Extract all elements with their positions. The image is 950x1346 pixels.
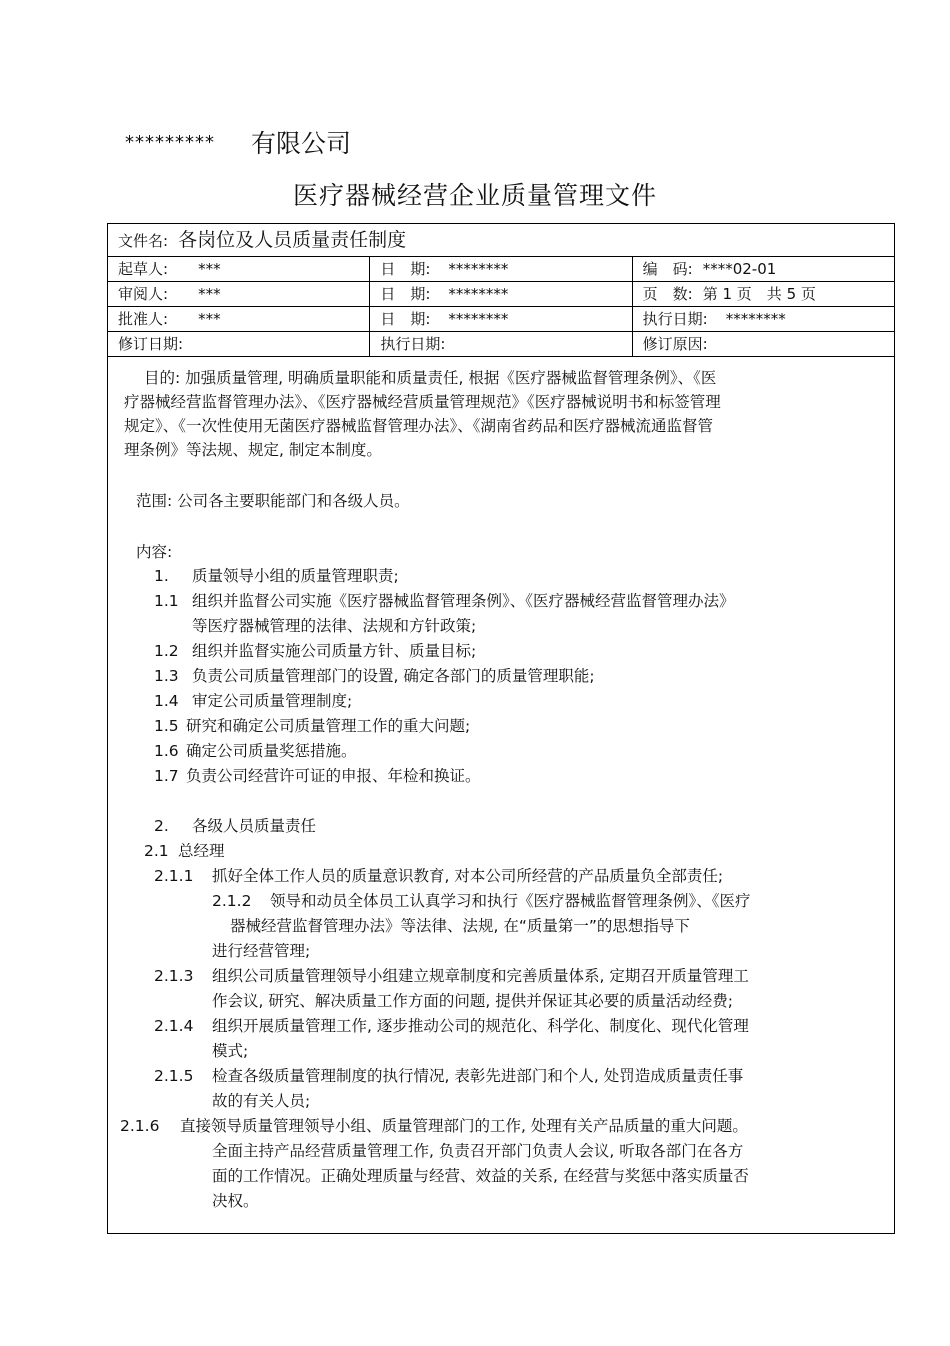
purpose-line-4: 理条例》等法规、规定, 制定本制度。: [124, 441, 382, 459]
item-2-1-4-text-b: 模式;: [212, 1042, 249, 1060]
item-2-1-6-text-c: 面的工作情况。正确处理质量与经营、效益的关系, 在经营与奖惩中落实质量否: [212, 1167, 749, 1185]
date-cell-3: [370, 307, 632, 332]
file-name-label: 文件名:: [118, 231, 169, 250]
item-2-text: 各级人员质量责任: [192, 817, 317, 835]
date-label-1: 日 期:: [380, 260, 431, 278]
code-label: 编 码:: [642, 260, 693, 278]
item-2-1-5-text-a: 检查各级质量管理制度的执行情况, 表彰先进部门和个人, 处罚造成质量责任事: [212, 1067, 744, 1085]
meta-row-revision: [108, 332, 895, 357]
item-2-1-3-text-b: 作会议, 研究、解决质量工作方面的问题, 提供并保证其必要的质量活动经费;: [212, 992, 733, 1010]
drafter-label: 起草人:: [118, 260, 169, 278]
pages-value: 第 1 页 共 5 页: [702, 285, 816, 303]
date-value-1: ********: [448, 260, 509, 278]
meta-row-reviewer: [108, 282, 895, 307]
pages-cell: [632, 282, 894, 307]
item-1-3-number: 1.3: [154, 667, 179, 685]
item-1-4-number: 1.4: [154, 692, 179, 710]
item-1-1-text-b: 等医疗器械管理的法律、法规和方针政策;: [192, 617, 477, 635]
item-2-1-5-number: 2.1.5: [154, 1067, 194, 1085]
approver-value: ***: [198, 310, 221, 328]
file-name-value: 各岗位及人员质量责任制度: [178, 228, 407, 251]
approver-cell: [108, 307, 370, 332]
item-1-5-number: 1.5: [154, 717, 179, 735]
item-2-1-2-text-a: 领导和动员全体员工认真学习和执行《医疗器械监督管理条例》、《医疗: [270, 892, 751, 910]
item-2-1-2-text-b: 器械经营监督管理办法》等法律、法规, 在“质量第一”的思想指导下: [230, 917, 690, 935]
item-1-number: 1.: [154, 567, 169, 585]
date-value-2: ********: [448, 285, 509, 303]
item-2-1-3-number: 2.1.3: [154, 967, 194, 985]
document-title: 医疗器械经营企业质量管理文件: [292, 181, 657, 210]
exec-date-cell: [632, 307, 894, 332]
item-1-6-number: 1.6: [154, 742, 179, 760]
item-2-1-2-number: 2.1.2: [212, 892, 252, 910]
purpose-line-2: 疗器械经营监督管理办法》、《医疗器械经营质量管理规范》《医疗器械说明书和标签管理: [124, 393, 721, 411]
meta-row-file-name: [108, 224, 895, 257]
purpose-line-1: 目的: 加强质量管理, 明确质量职能和质量责任, 根据《医疗器械监督管理条例》、《医: [144, 369, 717, 387]
date-cell-2: [370, 282, 632, 307]
item-1-1-number: 1.1: [154, 592, 179, 610]
meta-row-approver: [108, 307, 895, 332]
drafter-value: ***: [198, 260, 221, 278]
item-2-1-text: 总经理: [178, 842, 225, 860]
item-1-3-text: 负责公司质量管理部门的设置, 确定各部门的质量管理职能;: [192, 667, 595, 685]
revise-date-label: 修订日期:: [118, 335, 184, 353]
approver-label: 批准人:: [118, 310, 169, 328]
scope-line: 范围: 公司各主要职能部门和各级人员。: [136, 492, 410, 510]
item-2-1-6-number: 2.1.6: [120, 1117, 160, 1135]
item-2-1-1-number: 2.1.1: [154, 867, 194, 885]
item-1-4-text: 审定公司质量管理制度;: [192, 692, 353, 710]
pages-label: 页 数:: [642, 285, 693, 303]
item-1-5-text: 研究和确定公司质量管理工作的重大问题;: [186, 717, 471, 735]
file-name-cell: [108, 224, 895, 257]
item-1-2-text: 组织并监督实施公司质量方针、质量目标;: [192, 642, 477, 660]
item-2-1-1-text: 抓好全体工作人员的质量意识教育, 对本公司所经营的产品质量负全部责任;: [212, 867, 724, 885]
item-2-1-2-text-c: 进行经营管理;: [212, 942, 311, 960]
item-2-1-number: 2.1: [144, 842, 169, 860]
item-2-1-4-number: 2.1.4: [154, 1017, 194, 1035]
exec-date2-label: 执行日期:: [380, 335, 446, 353]
drafter-cell: [108, 257, 370, 282]
company-stars: *********: [125, 132, 215, 153]
exec-date-value: ********: [725, 310, 786, 328]
reviewer-value: ***: [198, 285, 221, 303]
date-cell-1: [370, 257, 632, 282]
item-2-1-4-text-a: 组织开展质量管理工作, 逐步推动公司的规范化、科学化、制度化、现代化管理: [212, 1017, 749, 1035]
item-2-1-6-text-d: 决权。: [212, 1192, 259, 1210]
code-cell: [632, 257, 894, 282]
company-name: 有限公司: [251, 129, 352, 158]
item-2-1-6-text-a: 直接领导质量管理领导小组、质量管理部门的工作, 处理有关产品质量的重大问题。: [180, 1117, 748, 1135]
company-header: [125, 124, 351, 160]
meta-row-drafter: [108, 257, 895, 282]
item-2-1-6-text-b: 全面主持产品经营质量管理工作, 负责召开部门负责人会议, 听取各部门在各方: [212, 1142, 744, 1160]
code-value: ****02-01: [702, 260, 777, 278]
document-meta-table: [107, 223, 895, 357]
item-1-2-number: 1.2: [154, 642, 179, 660]
exec-date-label: 执行日期:: [642, 310, 708, 328]
item-2-number: 2.: [154, 817, 169, 835]
exec-date2-cell: [370, 332, 632, 357]
item-1-7-number: 1.7: [154, 767, 179, 785]
item-1-7-text: 负责公司经营许可证的申报、年检和换证。: [186, 767, 481, 785]
date-label-3: 日 期:: [380, 310, 431, 328]
date-value-3: ********: [448, 310, 509, 328]
item-1-1-text-a: 组织并监督公司实施《医疗器械监督管理条例》、《医疗器械经营监督管理办法》: [192, 592, 735, 610]
reviewer-label: 审阅人:: [118, 285, 169, 303]
purpose-line-3: 规定》、《一次性使用无菌医疗器械监督管理办法》、《湖南省药品和医疗器械流通监督管: [124, 417, 714, 435]
item-1-text: 质量领导小组的质量管理职责;: [192, 567, 399, 585]
reviewer-cell: [108, 282, 370, 307]
item-2-1-3-text-a: 组织公司质量管理领导小组建立规章制度和完善质量体系, 定期召开质量管理工: [212, 967, 749, 985]
revise-reason-cell: [632, 332, 894, 357]
item-2-1-5-text-b: 故的有关人员;: [212, 1092, 311, 1110]
item-1-6-text: 确定公司质量奖惩措施。: [186, 742, 357, 760]
revise-reason-label: 修订原因:: [642, 335, 708, 353]
content-label: 内容:: [136, 543, 173, 561]
revise-date-cell: [108, 332, 370, 357]
date-label-2: 日 期:: [380, 285, 431, 303]
